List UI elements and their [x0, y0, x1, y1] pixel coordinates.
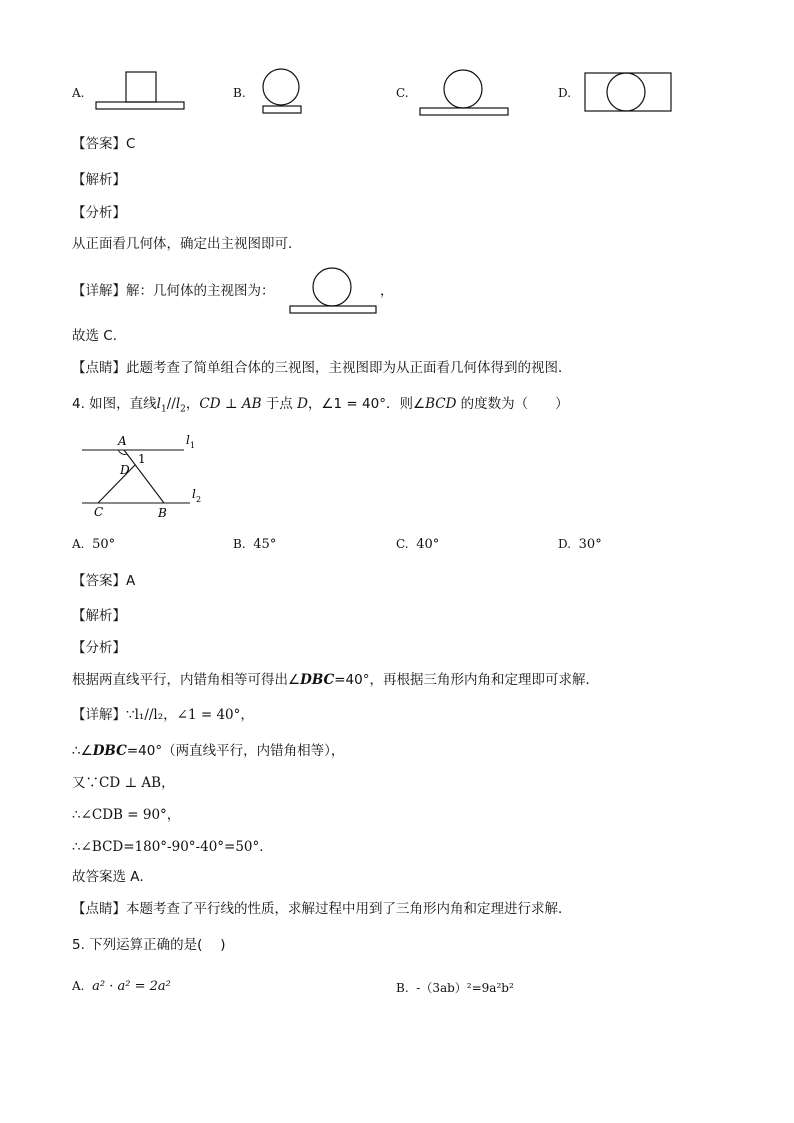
option-value: 50°: [92, 537, 116, 552]
square-shape: [126, 72, 156, 102]
answer-value: A: [126, 573, 136, 589]
label-d: D: [120, 463, 130, 477]
q4-answer: [72, 572, 135, 590]
option-value: 45°: [253, 537, 277, 552]
label-c: C: [94, 505, 104, 519]
q4-option-b: [233, 537, 276, 552]
circle-shape: [313, 268, 351, 306]
circle-shape: [607, 73, 645, 111]
label-a: A: [118, 434, 127, 448]
fenxi-text-b: =40°，再根据三角形内角和定理即可求解．: [334, 672, 599, 688]
fenxi-dbc: DBC: [300, 672, 335, 688]
answer-label: 【答案】: [72, 573, 126, 589]
option-expression: a² · a² = 2a²: [92, 979, 171, 994]
option-letter: B.: [233, 537, 246, 551]
option-value: 40°: [416, 537, 440, 552]
step-1: ∵l₁//l₂，∠1 = 40°，: [126, 707, 254, 723]
q3-fenxi-text: 从正面看几何体，确定出主视图即可．: [72, 236, 302, 252]
stem-sep: ，: [185, 396, 200, 412]
answer-value: C: [126, 136, 136, 152]
q3-option-d-letter: D.: [558, 86, 572, 100]
q3-answer: [72, 135, 135, 153]
option-letter: B.: [396, 981, 409, 995]
rectangle-shape: [585, 73, 671, 111]
circle-shape: [263, 69, 299, 105]
stem-angle-info: ，∠1 = 40°．则∠: [307, 396, 426, 412]
q3-xiangjie-comma: ，: [380, 283, 394, 299]
q3-conclusion: 故选 C．: [72, 328, 127, 344]
stem-prefix: 4. 如图，直线: [72, 396, 157, 412]
stem-l2-subscript: 2: [180, 404, 186, 415]
q4-fenxi-heading: 【分析】: [72, 640, 126, 656]
stem-parallel: //: [166, 396, 176, 412]
stem-l1-subscript: 1: [161, 404, 167, 415]
q4-xiangjie: [72, 706, 254, 724]
label-l2-sub: 2: [196, 495, 202, 504]
q3-option-c-letter: C.: [396, 86, 409, 100]
dianjing-text: 此题考查了简单组合体的三视图，主视图即为从正面看几何体得到的视图．: [126, 360, 572, 376]
stem-l2: l: [175, 396, 181, 412]
dianjing-label: 【点睛】: [72, 901, 126, 917]
option-expression: -（3ab）²=9a²b²: [416, 981, 514, 995]
label-l1: l: [186, 433, 190, 447]
q3-option-a-figure: [96, 70, 186, 112]
q4-dianjing: [72, 900, 572, 918]
q4-stem: [72, 395, 569, 419]
q4-conclusion: 故答案选 A．: [72, 869, 154, 885]
q4-fenxi-text: [72, 671, 599, 689]
q5-option-b: [396, 979, 514, 996]
q3-fenxi-heading: 【分析】: [72, 205, 126, 221]
stem-l1: l: [156, 396, 161, 412]
option-value: 30°: [578, 537, 602, 552]
q4-step-4: ∴∠CDB = 90°，: [72, 807, 181, 823]
q4-jiexi-heading: 【解析】: [72, 608, 126, 624]
option-letter: A.: [72, 537, 85, 551]
q3-option-c-figure: [419, 70, 509, 118]
q3-jiexi-heading: 【解析】: [72, 172, 126, 188]
dianjing-label: 【点睛】: [72, 360, 126, 376]
q3-option-d-figure: [584, 72, 674, 112]
base-plate-shape: [290, 306, 376, 313]
stem-perp: ⊥: [220, 396, 242, 412]
stem-suffix: 的度数为（ ）: [456, 396, 569, 412]
q3-xiangjie: [72, 282, 275, 300]
stem-cd: CD: [199, 396, 221, 412]
xiangjie-text: 解：几何体的主视图为：: [126, 283, 275, 299]
q4-step-3: 又∵CD ⊥ AB，: [72, 775, 175, 791]
base-plate-shape: [420, 108, 508, 115]
circle-shape: [444, 70, 482, 108]
base-plate-shape: [96, 102, 184, 109]
q5-stem: 5. 下列运算正确的是( ): [72, 937, 226, 953]
stem-bcd: BCD: [425, 396, 457, 412]
xiangjie-label: 【详解】: [72, 283, 126, 299]
q3-option-a-letter: A.: [72, 86, 85, 100]
q4-option-c: [396, 537, 439, 552]
label-l2: l: [192, 487, 196, 501]
stem-at-point: 于点: [261, 396, 298, 412]
step-2b: =40°（两直线平行，内错角相等），: [126, 743, 345, 759]
xiangjie-label: 【详解】: [72, 707, 126, 723]
label-angle-1: 1: [138, 452, 146, 466]
option-letter: A.: [72, 979, 85, 993]
q3-option-b-figure: [262, 68, 304, 116]
stem-d: D: [297, 396, 308, 412]
q3-solution-figure: [289, 268, 379, 316]
q4-step-2: [72, 742, 344, 760]
q4-geometry-figure: [78, 430, 208, 522]
q4-option-d: [558, 537, 602, 552]
q5-option-a: [72, 979, 171, 994]
dianjing-text: 本题考查了平行线的性质，求解过程中用到了三角形内角和定理进行求解．: [126, 901, 572, 917]
step-2-dbc: DBC: [92, 743, 127, 759]
q3-option-b-letter: B.: [233, 86, 246, 100]
step-2a: ∴∠: [72, 743, 93, 759]
label-l1-sub: 1: [190, 441, 196, 450]
label-b: B: [158, 506, 167, 520]
q4-option-a: [72, 537, 115, 552]
q4-step-5: ∴∠BCD=180°-90°-40°=50°．: [72, 839, 273, 855]
base-plate-shape: [263, 106, 301, 113]
fenxi-text-a: 根据两直线平行，内错角相等可得出∠: [72, 672, 301, 688]
q3-dianjing: [72, 359, 572, 377]
stem-ab: AB: [241, 396, 262, 412]
option-letter: C.: [396, 537, 409, 551]
option-letter: D.: [558, 537, 572, 551]
answer-label: 【答案】: [72, 136, 126, 152]
